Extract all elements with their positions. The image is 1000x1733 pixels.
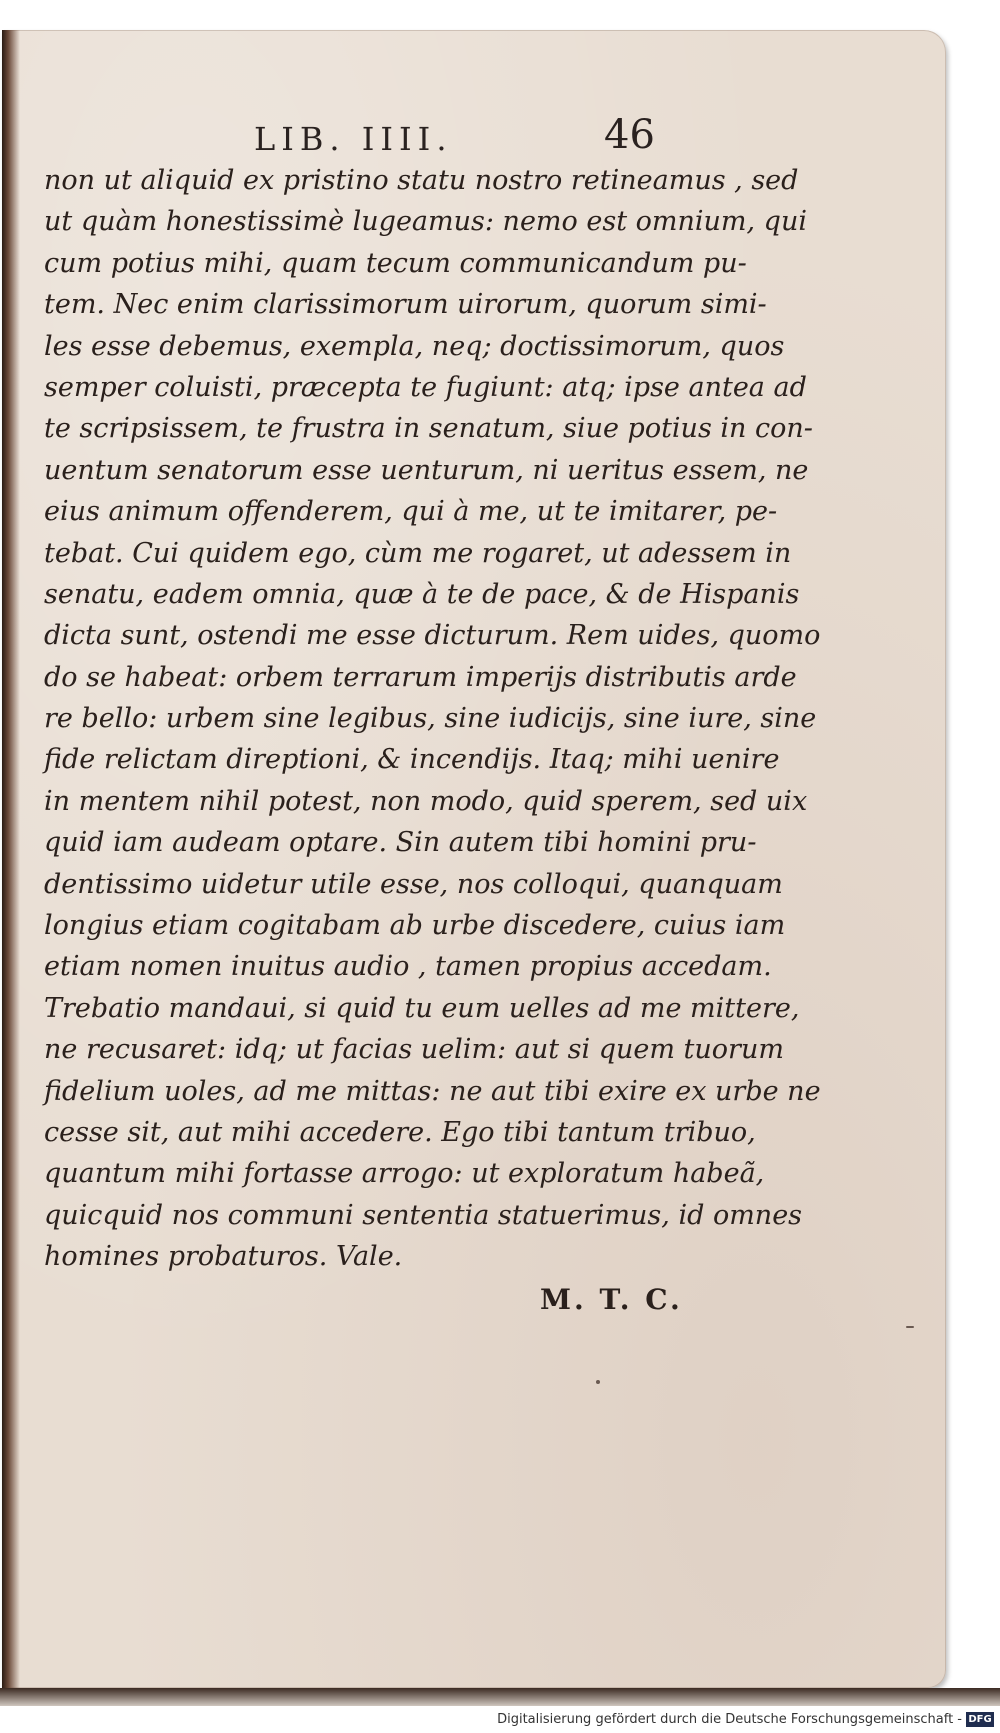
text-line: tebat. Cui quidem ego, cùm me rogaret, ut adessem in (44, 537, 792, 569)
text-line: les esse debemus, exempla, neq; doctissimorum, quos (44, 330, 785, 362)
page-bottom-edge (0, 1688, 1000, 1706)
text-line: uentum senatorum esse uenturum, ni ueritus essem, ne (44, 454, 809, 486)
text-line: homines probaturos. Vale. (44, 1241, 403, 1273)
text-line: in mentem nihil potest, non modo, quid sperem, sed uix (44, 785, 808, 817)
text-line: longius etiam cogitabam ab urbe discedere, cuius iam (44, 910, 786, 942)
text-line: cum potius mihi, quam tecum communicandum pu- (44, 247, 747, 279)
text-line: re bello: urbem sine legibus, sine iudicijs, sine iure, sine (44, 703, 817, 735)
paper-speck (596, 1380, 600, 1384)
text-line: dentissimo uidetur utile esse, nos colloqui, quanquam (44, 868, 783, 900)
text-line: semper coluisti, præcepta te fugiunt: atq; ipse antea ad (44, 371, 807, 403)
body-text (44, 160, 821, 1278)
signature-initials: M. T. C. (540, 1283, 683, 1316)
text-line: ut quàm honestissimè lugeamus: nemo est omnium, qui (44, 206, 807, 238)
dfg-logo: DFG (966, 1712, 994, 1727)
text-line: etiam nomen inuitus audio , tamen propius accedam. (44, 951, 772, 983)
text-line: dicta sunt, ostendi me esse dicturum. Rem uides, quomo (44, 620, 821, 652)
digitization-credit: Digitalisierung gefördert durch die Deutsche Forschungsgemeinschaft - (497, 1712, 962, 1727)
spine-shadow (2, 30, 20, 1688)
text-line: te scripsissem, te frustra in senatum, siue potius in con- (44, 413, 813, 445)
text-line: Trebatio mandaui, si quid tu eum uelles ad me mittere, (44, 992, 800, 1024)
text-line: quid iam audeam optare. Sin autem tibi homini pru- (44, 827, 757, 859)
text-line: fidelium uoles, ad me mittas: ne aut tibi exire ex urbe ne (44, 1075, 821, 1107)
footer-bar (0, 1706, 1000, 1733)
text-line: fide relictam direptioni, & incendijs. Itaq; mihi uenire (44, 744, 780, 776)
running-title: LIB. IIII. (254, 120, 453, 158)
text-line: ne recusaret: idq; ut facias uelim: aut si quem tuorum (44, 1034, 784, 1066)
text-line: non ut aliquid ex pristino statu nostro retineamus , sed (44, 165, 799, 196)
text-line: cesse sit, aut mihi accedere. Ego tibi tantum tribuo, (44, 1116, 756, 1148)
text-line: senatu, eadem omnia, quæ à te de pace, & de Hispanis (44, 578, 800, 610)
text-line: eius animum offenderem, qui à me, ut te imitarer, pe- (44, 496, 778, 528)
paper-speck (906, 1326, 914, 1328)
text-line: quicquid nos communi sententia statuerimus, id omnes (44, 1199, 803, 1231)
text-line: tem. Nec enim clarissimorum uirorum, quorum simi- (44, 289, 767, 321)
text-line: do se habeat: orbem terrarum imperijs distributis arde (44, 661, 797, 693)
page-number: 46 (604, 112, 655, 158)
text-line: quantum mihi fortasse arrogo: ut exploratum habeã, (44, 1158, 765, 1190)
